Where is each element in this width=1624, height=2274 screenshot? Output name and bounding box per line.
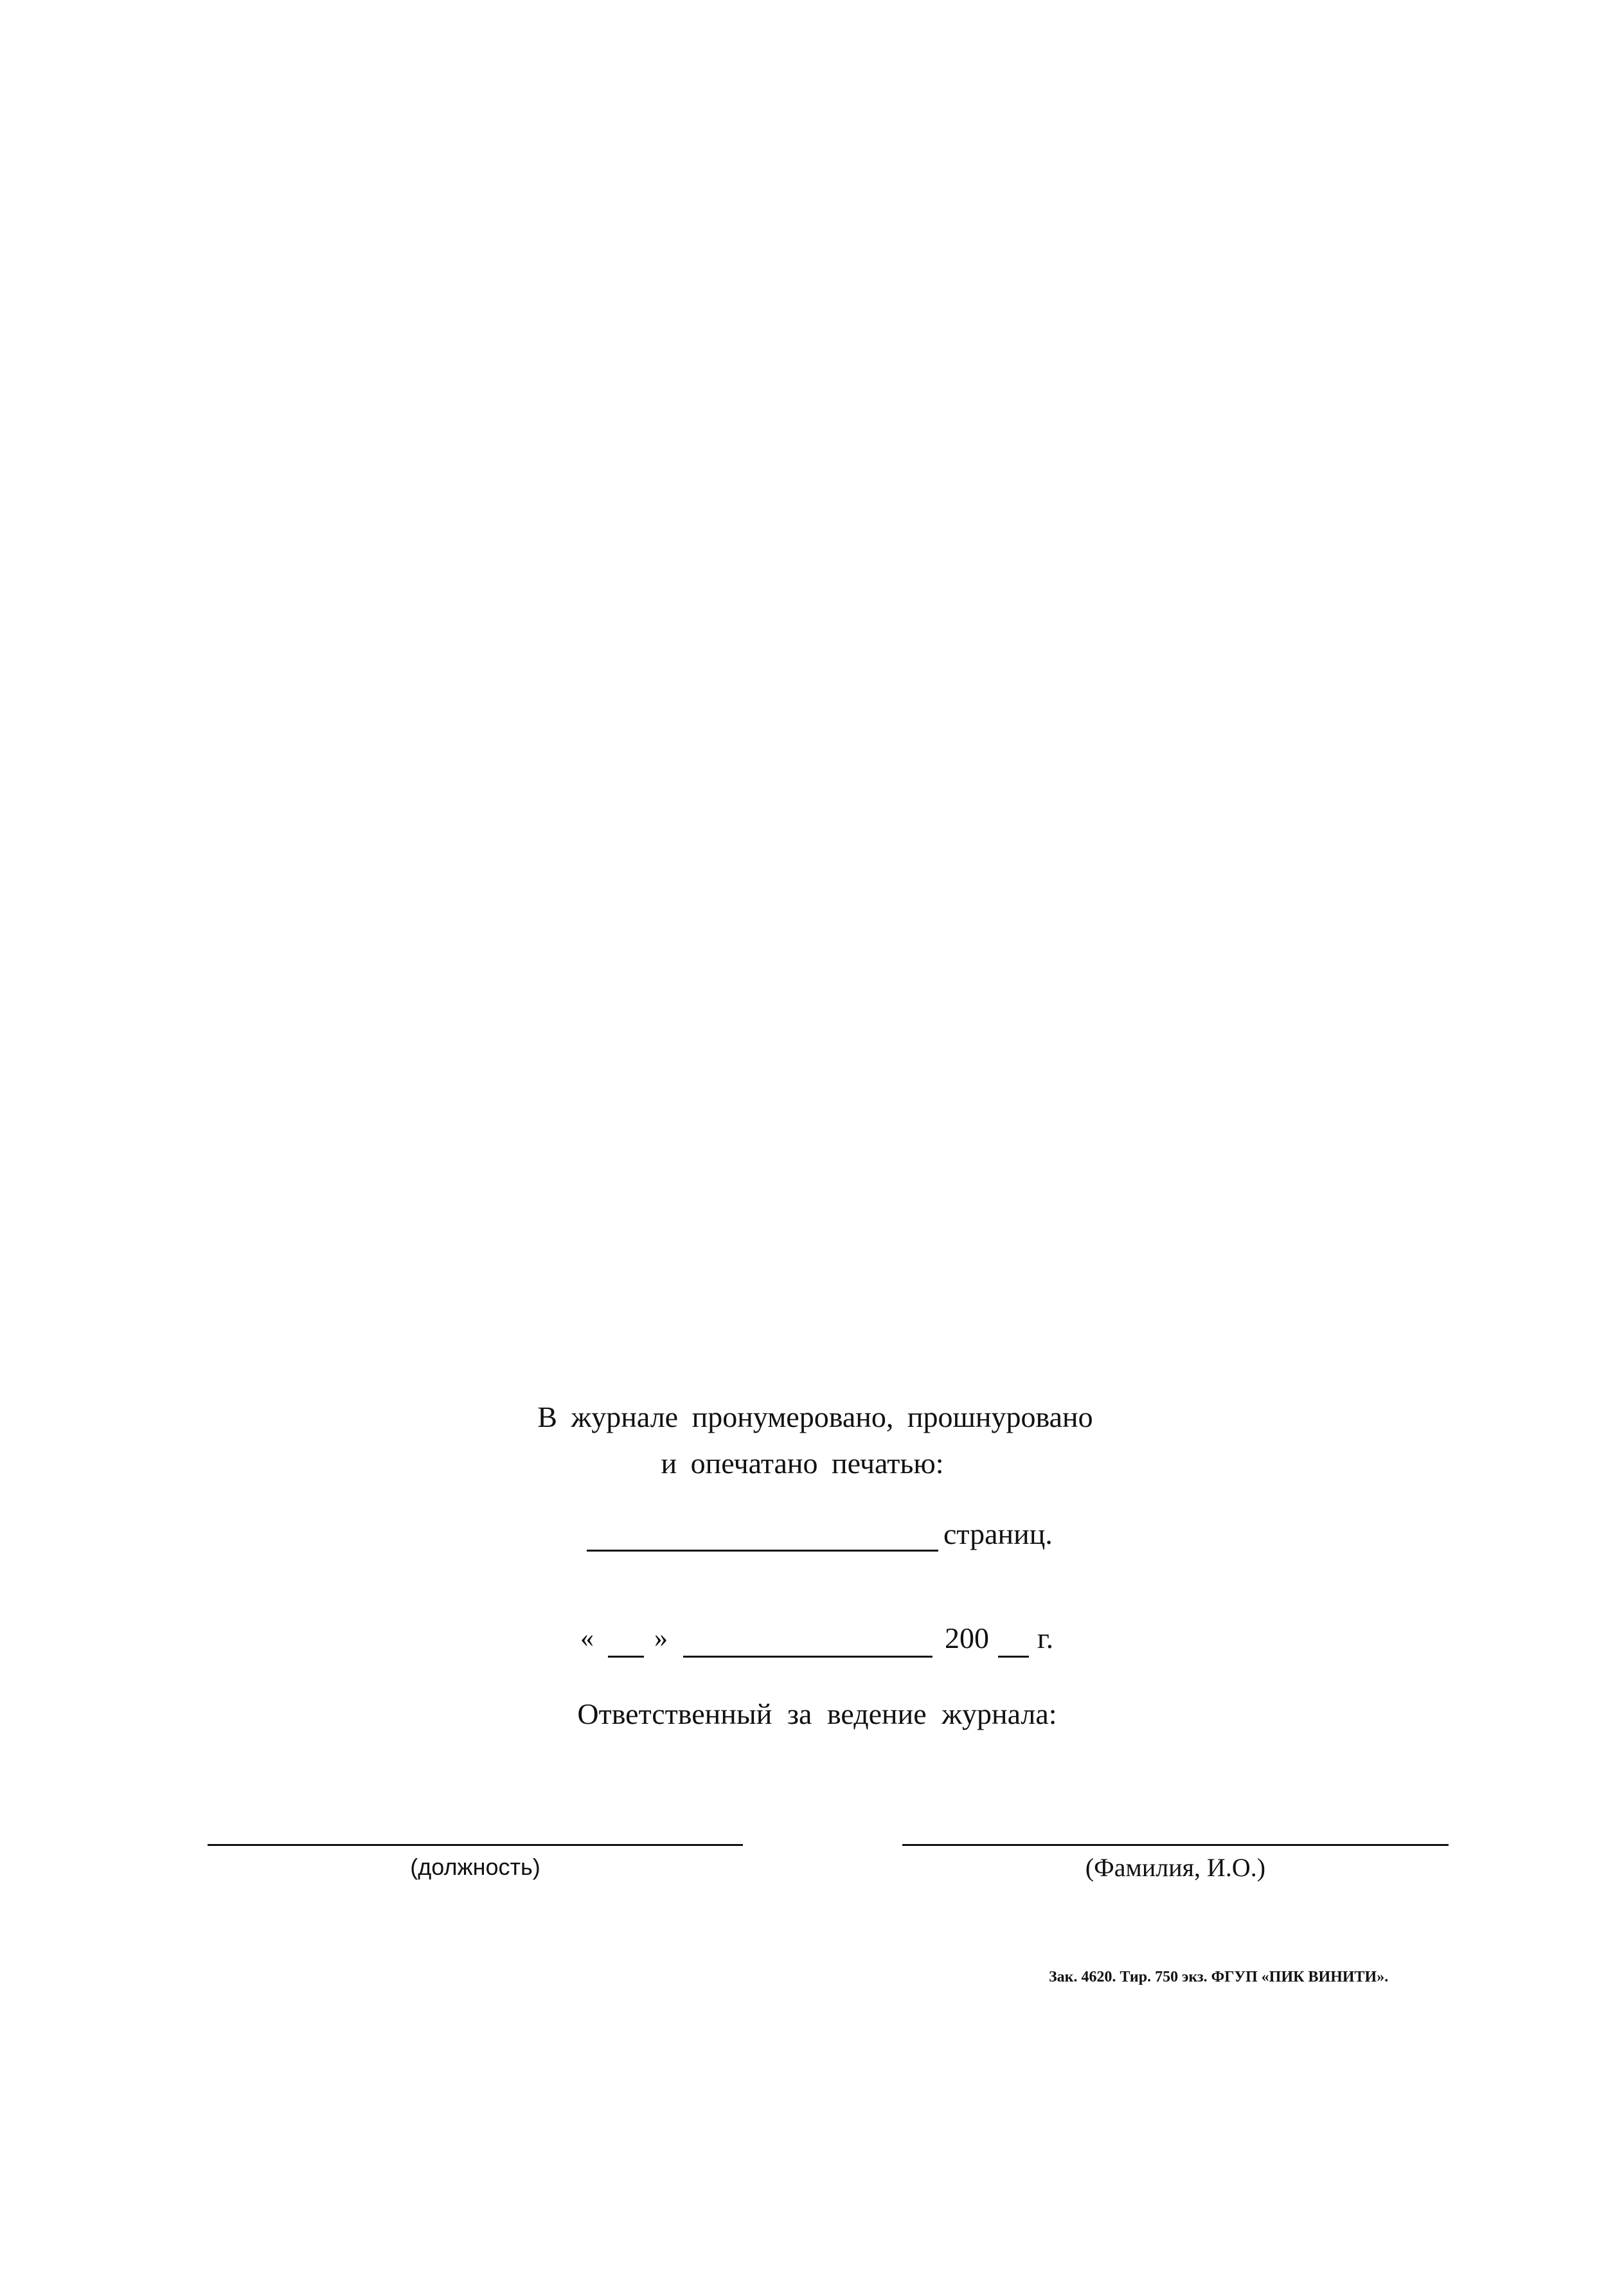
statement-line-1: В журнале пронумеровано, прошнуровано	[537, 1401, 1093, 1433]
month-blank	[683, 1656, 932, 1658]
day-blank	[608, 1656, 644, 1658]
responsible-label: Ответственный за ведение журнала:	[577, 1697, 1057, 1730]
pages-count-blank	[587, 1550, 938, 1552]
position-caption: (должность)	[410, 1854, 540, 1880]
year-blank	[998, 1656, 1029, 1658]
date-close-quote: »	[654, 1624, 668, 1653]
date-open-quote: «	[580, 1624, 594, 1653]
name-signature-line	[902, 1844, 1449, 1846]
statement-line-2: и опечатано печатью:	[661, 1447, 944, 1480]
name-caption: (Фамилия, И.О.)	[1085, 1853, 1266, 1882]
pages-word: страниц.	[943, 1517, 1053, 1550]
print-imprint: Зак. 4620. Тир. 750 экз. ФГУП «ПИК ВИНИТИ».	[1049, 1969, 1389, 1985]
year-suffix: г.	[1037, 1622, 1054, 1654]
year-prefix: 200	[945, 1622, 989, 1654]
position-signature-line	[208, 1844, 743, 1846]
